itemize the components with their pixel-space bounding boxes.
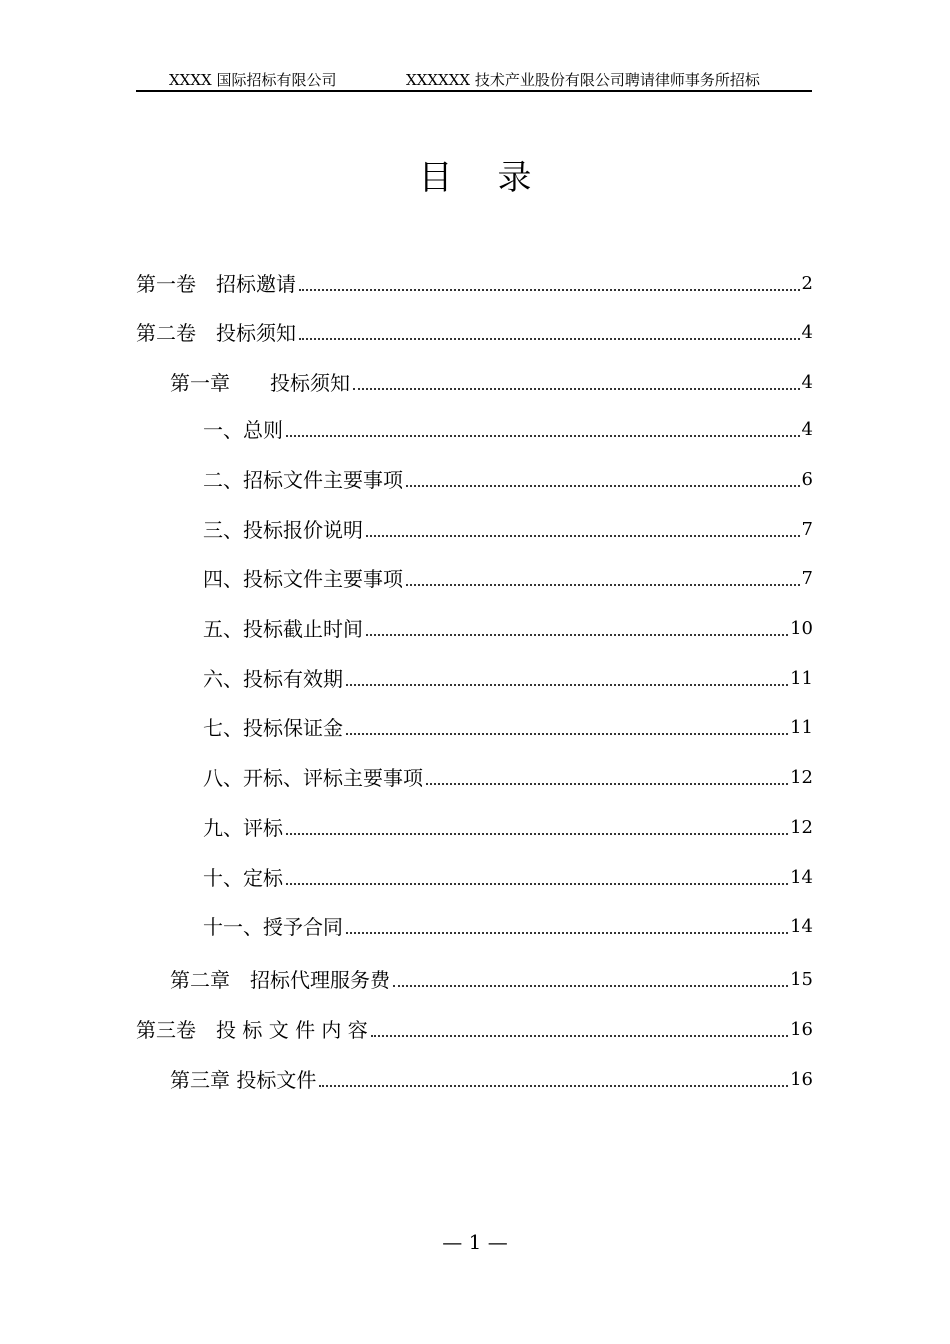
toc-entry[interactable] — [136, 319, 813, 347]
toc-entry-page: 16 — [790, 1019, 813, 1040]
toc-entry[interactable] — [170, 369, 813, 397]
toc-entry-page: 12 — [790, 817, 813, 838]
toc-entry[interactable] — [203, 814, 813, 842]
page-number-footer: — 1 — — [442, 1230, 508, 1254]
toc-leader-dots — [371, 1035, 788, 1037]
toc-entry-label: 一、总则 — [203, 418, 283, 442]
toc-entry-label: 九、评标 — [203, 816, 283, 840]
toc-entry-page: 10 — [790, 618, 813, 639]
toc-entry[interactable] — [203, 416, 813, 444]
toc-leader-dots — [366, 535, 800, 537]
toc-entry[interactable] — [203, 565, 813, 593]
toc-entry-label: 三、投标报价说明 — [203, 518, 363, 542]
toc-leader-dots — [353, 388, 800, 390]
toc-leader-dots — [406, 485, 800, 487]
toc-entry[interactable] — [170, 966, 813, 994]
toc-leader-dots — [319, 1085, 788, 1087]
toc-entry-label: 五、投标截止时间 — [203, 617, 363, 641]
toc-entry[interactable] — [203, 714, 813, 742]
toc-entry-page: 4 — [801, 322, 813, 343]
toc-entry[interactable] — [136, 270, 813, 298]
toc-entry-page: 4 — [801, 419, 813, 440]
toc-entry[interactable] — [170, 1066, 813, 1094]
toc-entry-label: 二、招标文件主要事项 — [203, 468, 403, 492]
toc-entry[interactable] — [203, 864, 813, 892]
toc-leader-dots — [286, 435, 800, 437]
toc-entry-page: 6 — [801, 469, 813, 490]
toc-entry-label: 八、开标、评标主要事项 — [203, 766, 423, 790]
toc-leader-dots — [299, 338, 800, 340]
toc-entry-label: 四、投标文件主要事项 — [203, 567, 403, 591]
toc-entry-page: 16 — [790, 1069, 813, 1090]
toc-entry-label: 第三章 投标文件 — [170, 1068, 317, 1092]
toc-entry-label: 第三卷 投 标 文 件 内 容 — [136, 1018, 368, 1042]
header-right-text: XXXXXX 技术产业股份有限公司聘请律师事务所招标 — [406, 71, 760, 89]
toc-entry-label: 第一章 投标须知 — [170, 371, 350, 395]
toc-entry[interactable] — [203, 913, 813, 941]
toc-entry-page: 7 — [801, 568, 813, 589]
toc-entry-label: 六、投标有效期 — [203, 667, 343, 691]
toc-entry[interactable] — [136, 1016, 813, 1044]
toc-entry-page: 15 — [790, 969, 813, 990]
page-header — [136, 68, 812, 92]
toc-leader-dots — [393, 985, 788, 987]
toc-leader-dots — [406, 584, 800, 586]
toc-entry[interactable] — [203, 665, 813, 693]
toc-entry[interactable] — [203, 764, 813, 792]
toc-leader-dots — [346, 932, 788, 934]
toc-leader-dots — [299, 289, 800, 291]
toc-leader-dots — [286, 883, 788, 885]
toc-leader-dots — [286, 833, 788, 835]
toc-entry[interactable] — [203, 615, 813, 643]
toc-entry-page: 12 — [790, 767, 813, 788]
toc-leader-dots — [426, 783, 788, 785]
toc-entry-page: 11 — [790, 668, 813, 689]
toc-entry-label: 十、定标 — [203, 866, 283, 890]
toc-entry[interactable] — [203, 466, 813, 494]
toc-entry-page: 2 — [801, 273, 813, 294]
toc-leader-dots — [366, 634, 788, 636]
toc-entry-label: 第二卷 投标须知 — [136, 321, 296, 345]
page-title: 目录 — [418, 158, 577, 198]
toc-entry-page: 4 — [801, 372, 813, 393]
toc-entry[interactable] — [203, 516, 813, 544]
toc-entry-label: 十一、授予合同 — [203, 915, 343, 939]
header-left-text: XXXX 国际招标有限公司 — [169, 71, 337, 89]
toc-entry-label: 第二章 招标代理服务费 — [170, 968, 390, 992]
toc-entry-page: 7 — [801, 519, 813, 540]
toc-entry-label: 第一卷 招标邀请 — [136, 272, 296, 296]
toc-entry-label: 七、投标保证金 — [203, 716, 343, 740]
toc-entry-page: 11 — [790, 717, 813, 738]
toc-entry-page: 14 — [790, 916, 813, 937]
toc-leader-dots — [346, 684, 788, 686]
toc-entry-page: 14 — [790, 867, 813, 888]
toc-leader-dots — [346, 733, 788, 735]
